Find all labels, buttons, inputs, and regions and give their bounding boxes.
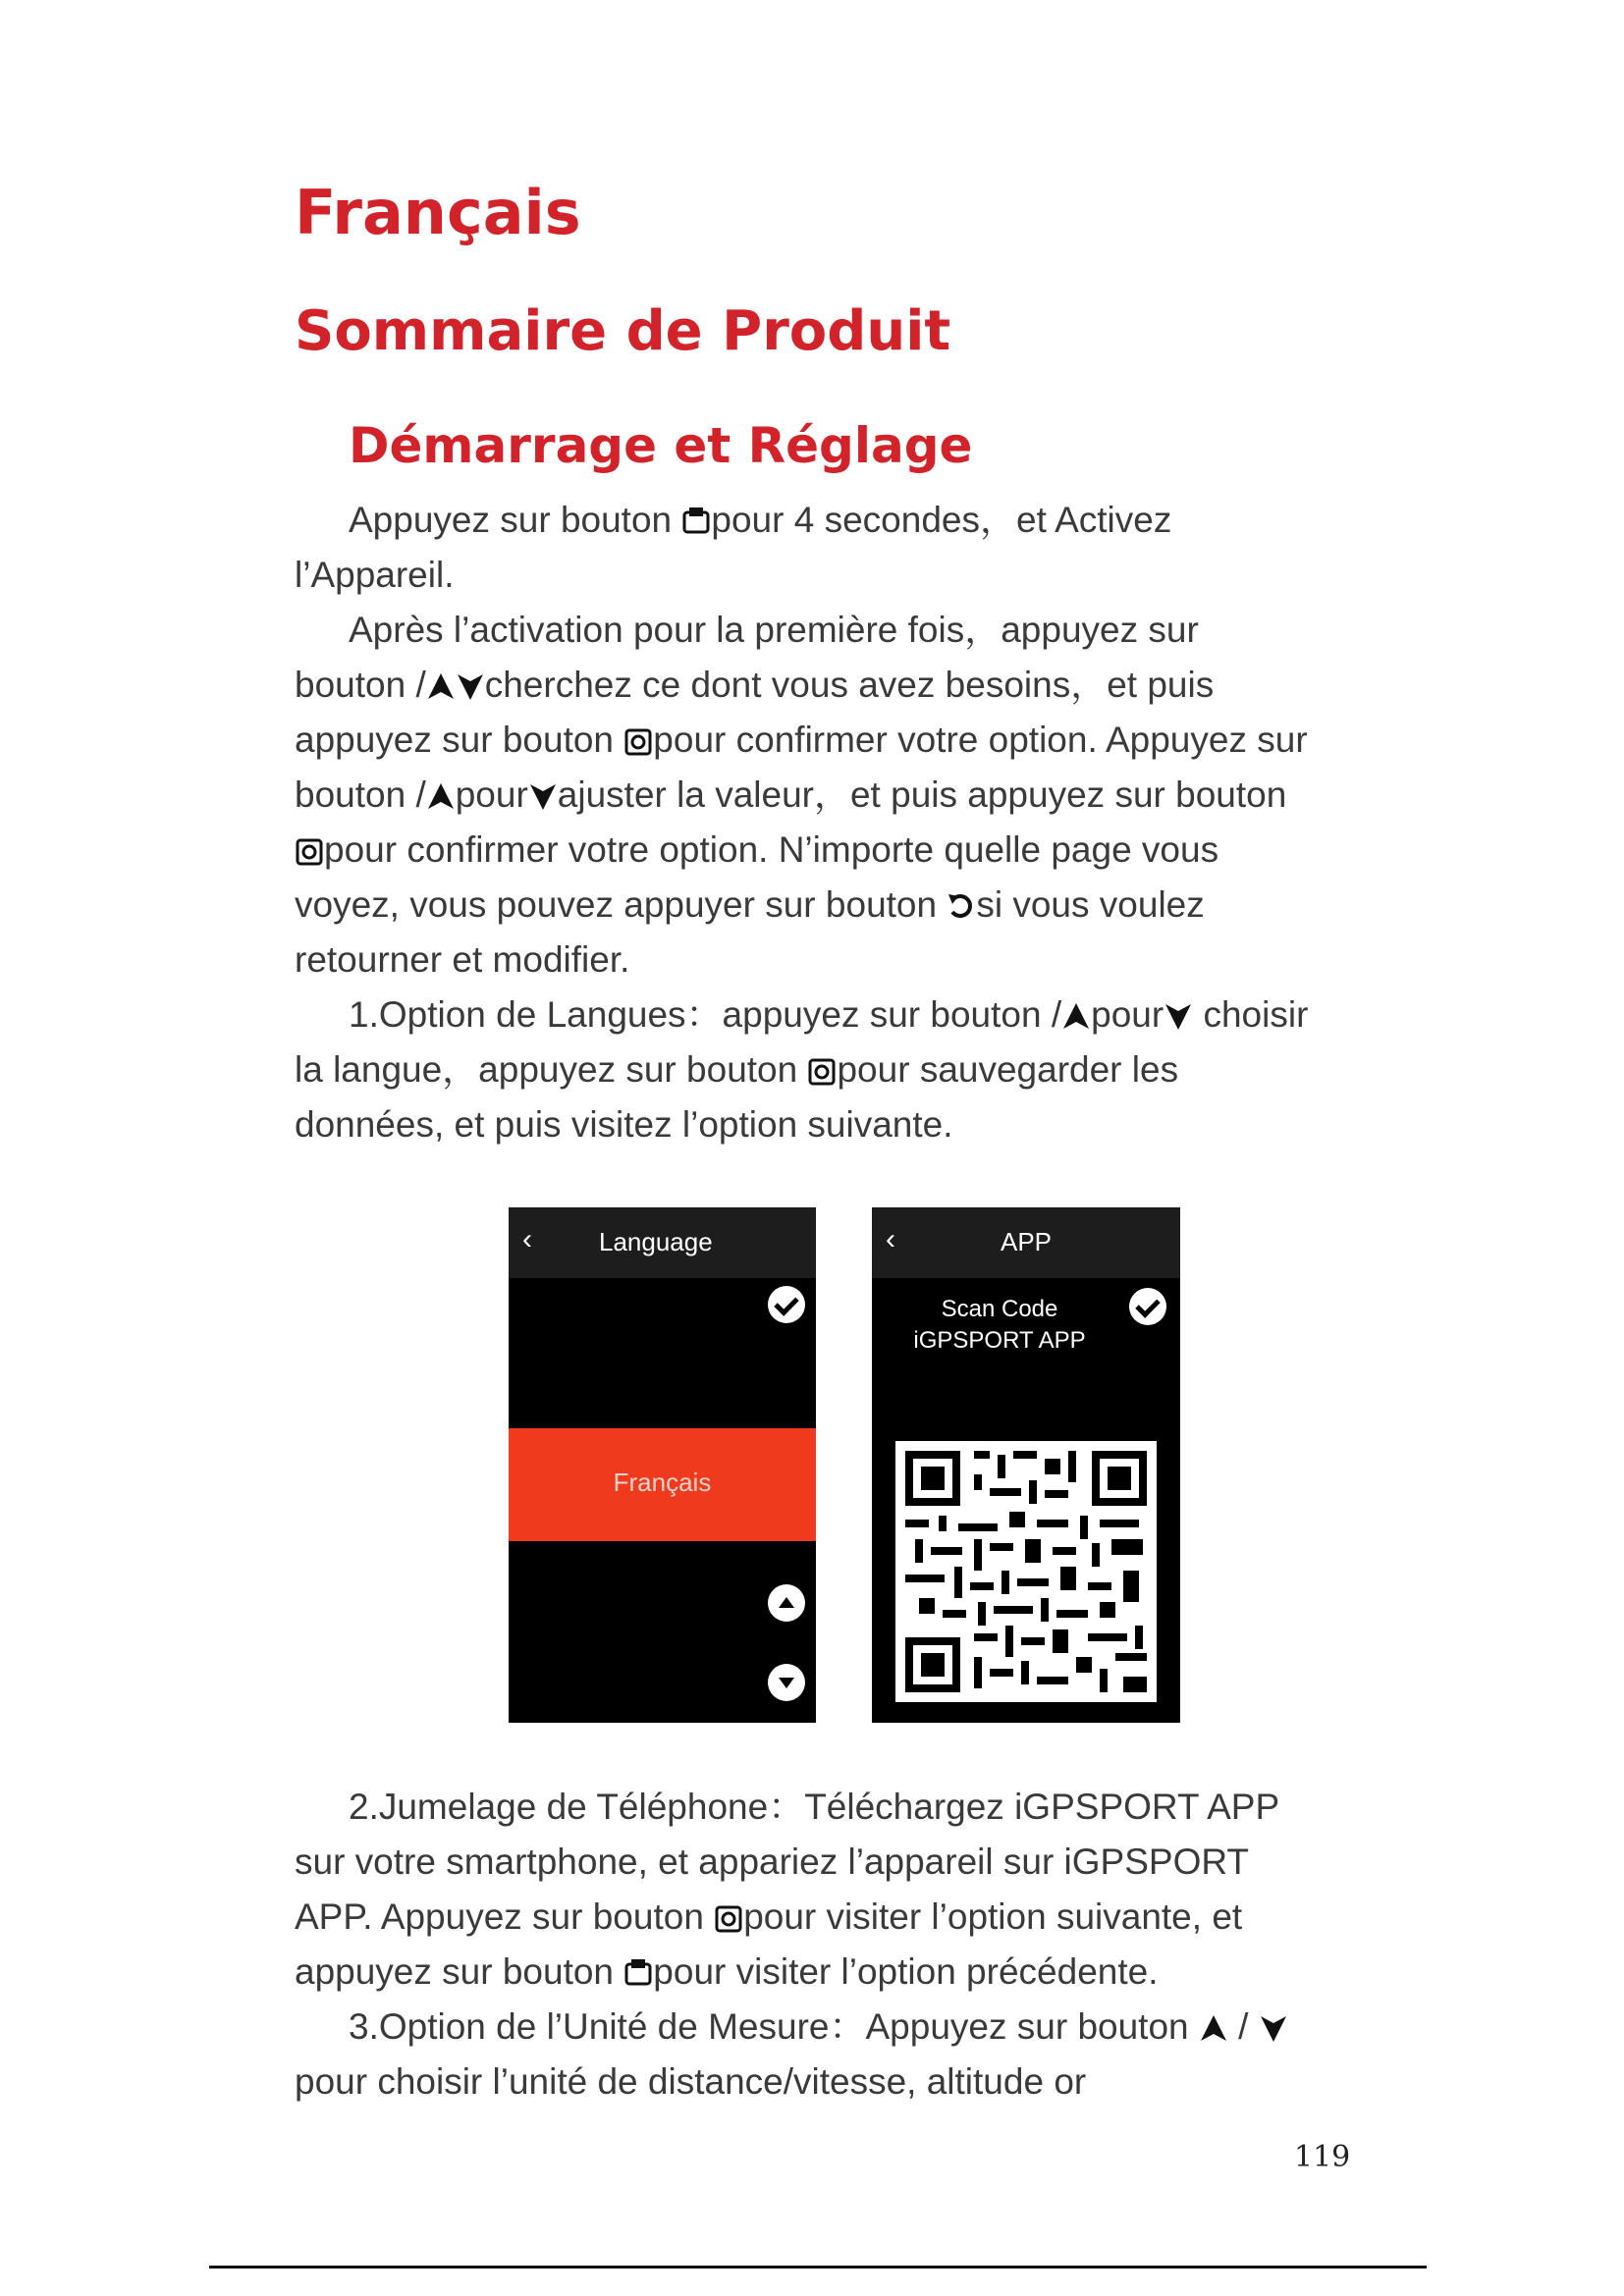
paragraph-power-on: Appuyez sur bouton pour 4 secondes，et Activez l’Appareil. bbox=[295, 500, 1172, 595]
section-heading: Sommaire de Produit bbox=[295, 299, 951, 363]
down-arrow-icon bbox=[1259, 2012, 1288, 2044]
paragraph-unit-option: 3.Option de l’Unité de Mesure：Appuyez sur bouton / pour choisir l’unité de distance/vitesse, altitude or bbox=[295, 2000, 1316, 2109]
page-heading: Français bbox=[295, 177, 581, 248]
back-icon bbox=[947, 890, 976, 922]
subsection-heading: Démarrage et Réglage bbox=[349, 417, 973, 474]
check-icon bbox=[1129, 1288, 1166, 1325]
footer-rule bbox=[209, 2266, 1427, 2269]
down-arrow-icon bbox=[456, 670, 485, 702]
power-icon bbox=[623, 1957, 653, 1989]
up-arrow-icon bbox=[1061, 1000, 1091, 1032]
confirm-icon bbox=[807, 1055, 837, 1087]
confirm-icon bbox=[295, 835, 324, 867]
page-number: 119 bbox=[1294, 2140, 1351, 2174]
qr-code bbox=[895, 1441, 1157, 1702]
up-arrow-icon bbox=[426, 780, 456, 812]
app-screen-title: APP bbox=[1000, 1227, 1053, 1256]
instructions-block-continued bbox=[295, 1780, 1316, 2109]
language-screen bbox=[509, 1207, 816, 1723]
scan-code-text: Scan Code iGPSPORT APP bbox=[913, 1296, 1086, 1354]
confirm-icon bbox=[714, 1902, 743, 1934]
chevron-left-icon: ‹ bbox=[886, 1223, 895, 1255]
app-screen bbox=[872, 1207, 1180, 1723]
up-arrow-icon bbox=[426, 670, 456, 702]
selected-language-label: Français bbox=[613, 1468, 712, 1497]
language-screen-header bbox=[509, 1207, 816, 1278]
paragraph-language-option: 1.Option de Langues：appuyez sur bouton / pour choisir la langue，appuyez sur bouton pour sauvegarder les données, et puis visitez l’option suivante. bbox=[295, 994, 1309, 1145]
instructions-block bbox=[295, 493, 1316, 1152]
up-button-icon bbox=[768, 1584, 805, 1622]
language-screen-title: Language bbox=[599, 1227, 713, 1256]
confirm-icon bbox=[623, 725, 653, 757]
power-icon bbox=[681, 506, 711, 537]
down-arrow-icon bbox=[528, 780, 558, 812]
check-icon bbox=[768, 1286, 805, 1323]
up-arrow-icon bbox=[1199, 2012, 1228, 2044]
selected-language-row bbox=[509, 1428, 816, 1541]
paragraph-first-activation: Après l’activation pour la première fois，appuyez sur bouton / cherchez ce dont vous avez besoins，et puis appuyez sur bouton pour confirmer votre option. Appuyez sur bouton / pour ajuster la valeur，et puis appuyez sur bouton pour confirmer votre option. N’importe quelle page vous voyez, vous pouvez appuyer sur bouton si vous voulez retourner et modifier. bbox=[295, 610, 1308, 980]
down-arrow-icon bbox=[1164, 1000, 1193, 1032]
down-button-icon bbox=[768, 1664, 805, 1701]
paragraph-phone-pairing: 2.Jumelage de Téléphone：Téléchargez iGPSPORT APP sur votre smartphone, et appariez l’appareil sur iGPSPORT APP. Appuyez sur bouton pour visiter l’option suivante, et appuyez sur bouton pour visiter l’option précédente. bbox=[295, 1787, 1279, 1992]
app-screen-header bbox=[872, 1207, 1180, 1278]
chevron-left-icon: ‹ bbox=[522, 1223, 532, 1255]
